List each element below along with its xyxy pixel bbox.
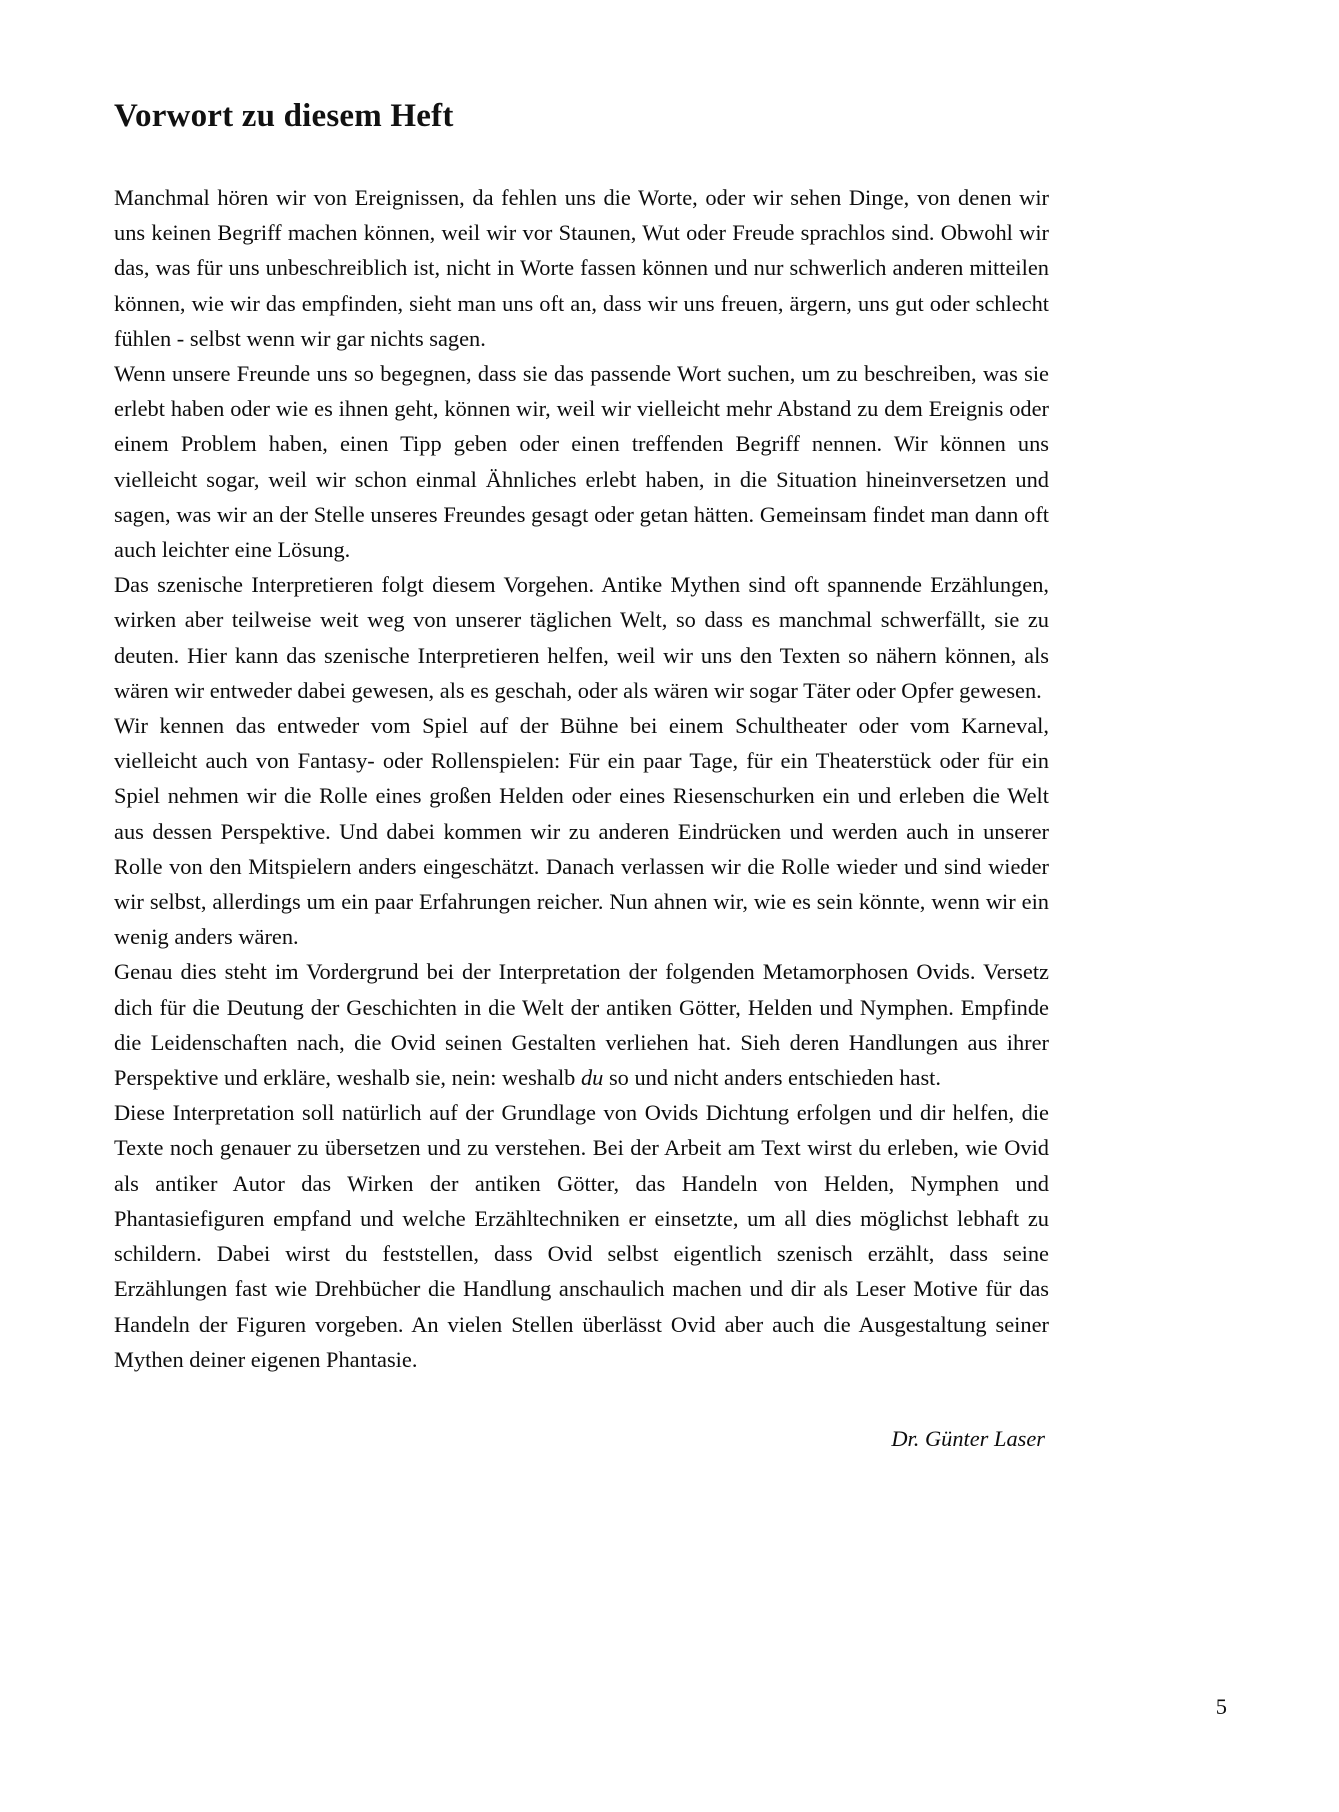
paragraph-3: Das szenische Interpretieren folgt diesem Vorgehen. Antike Mythen sind oft spannende Erzählungen, wirken aber teilweise weit weg von unserer täglichen Welt, so dass es manchmal schwerfällt, sie zu deuten. Hier kann das szenische Interpretieren helfen, weil wir uns den Texten so nähern können, als wären wir entweder dabei gewesen, als es geschah, oder als wären wir sogar Täter oder Opfer gewesen.	[114, 572, 1049, 703]
paragraph-4: Wir kennen das entweder vom Spiel auf der Bühne bei einem Schultheater oder vom Karneval, vielleicht auch von Fantasy- oder Rollenspielen: Für ein paar Tage, für ein Theaterstück oder für ein Spiel nehmen wir die Rolle eines großen Helden oder eines Riesenschurken ein und erleben die Welt aus dessen Perspektive. Und dabei kommen wir zu anderen Eindrücken und werden auch in unserer Rolle von den Mitspielern anders eingeschätzt. Danach verlassen wir die Rolle wieder und sind wieder wir selbst, allerdings um ein paar Erfahrungen reicher. Nun ahnen wir, wie es sein könnte, wenn wir ein wenig anders wären.	[114, 713, 1049, 950]
paragraph-5-before: Genau dies steht im Vordergrund bei der Interpretation der folgenden Metamorphosen Ovids. Versetz dich für die Deutung der Geschichten in die Welt der antiken Götter, Helden und Nymphen. Empfinde die Leidenschaften nach, die Ovid seinen Gestalten verliehen hat. Sieh deren Handlungen aus ihrer Perspektive und erkläre, weshalb sie, nein: weshalb	[114, 959, 1049, 1091]
author-signature: Dr. Günter Laser	[891, 1425, 1045, 1451]
paragraph-1: Manchmal hören wir von Ereignissen, da fehlen uns die Worte, oder wir sehen Dinge, von denen wir uns keinen Begriff machen können, weil wir vor Staunen, Wut oder Freude sprachlos sind. Obwohl wir das, was für uns unbeschreiblich ist, nicht in Worte fassen können und nur schwerlich anderen mitteilen können, wie wir das empfinden, sieht man uns oft an, dass wir uns freuen, ärgern, uns gut oder schlecht fühlen - selbst wenn wir gar nichts sagen.	[114, 185, 1049, 351]
paragraph-5	[114, 954, 1049, 1095]
paragraph-5-after: so und nicht anders entschieden hast.	[603, 1065, 942, 1091]
paragraph-6: Diese Interpretation soll natürlich auf der Grundlage von Ovids Dichtung erfolgen und dir helfen, die Texte noch genauer zu übersetzen und zu verstehen. Bei der Arbeit am Text wirst du erleben, wie Ovid als antiker Autor das Wirken der antiken Götter, das Handeln von Helden, Nymphen und Phantasiefiguren empfand und welche Erzähltechniken er einsetzte, um all dies möglichst lebhaft zu schildern. Dabei wirst du feststellen, dass Ovid selbst eigentlich szenisch erzählt, dass seine Erzählungen fast wie Drehbücher die Handlung anschaulich machen und dir als Leser Motive für das Handeln der Figuren vorgeben. An vielen Stellen überlässt Ovid aber auch die Ausgestaltung seiner Mythen deiner eigenen Phantasie.	[114, 1100, 1049, 1372]
page-content	[114, 96, 1049, 1455]
paragraph-2: Wenn unsere Freunde uns so begegnen, dass sie das passende Wort suchen, um zu beschreiben, was sie erlebt haben oder wie es ihnen geht, können wir, weil wir vielleicht mehr Abstand zu dem Ereignis oder einem Problem haben, einen Tipp geben oder einen treffenden Begriff nennen. Wir können uns vielleicht sogar, weil wir schon einmal Ähnliches erlebt haben, in die Situation hineinversetzen und sagen, was wir an der Stelle unseres Freundes gesagt oder getan hätten. Gemeinsam findet man dann oft auch leichter eine Lösung.	[114, 361, 1049, 563]
emphasis-du: du	[580, 1065, 604, 1091]
body-text	[114, 180, 1049, 1377]
page-number: 5	[1215, 1694, 1227, 1719]
page-title: Vorwort zu diesem Heft	[114, 98, 454, 134]
